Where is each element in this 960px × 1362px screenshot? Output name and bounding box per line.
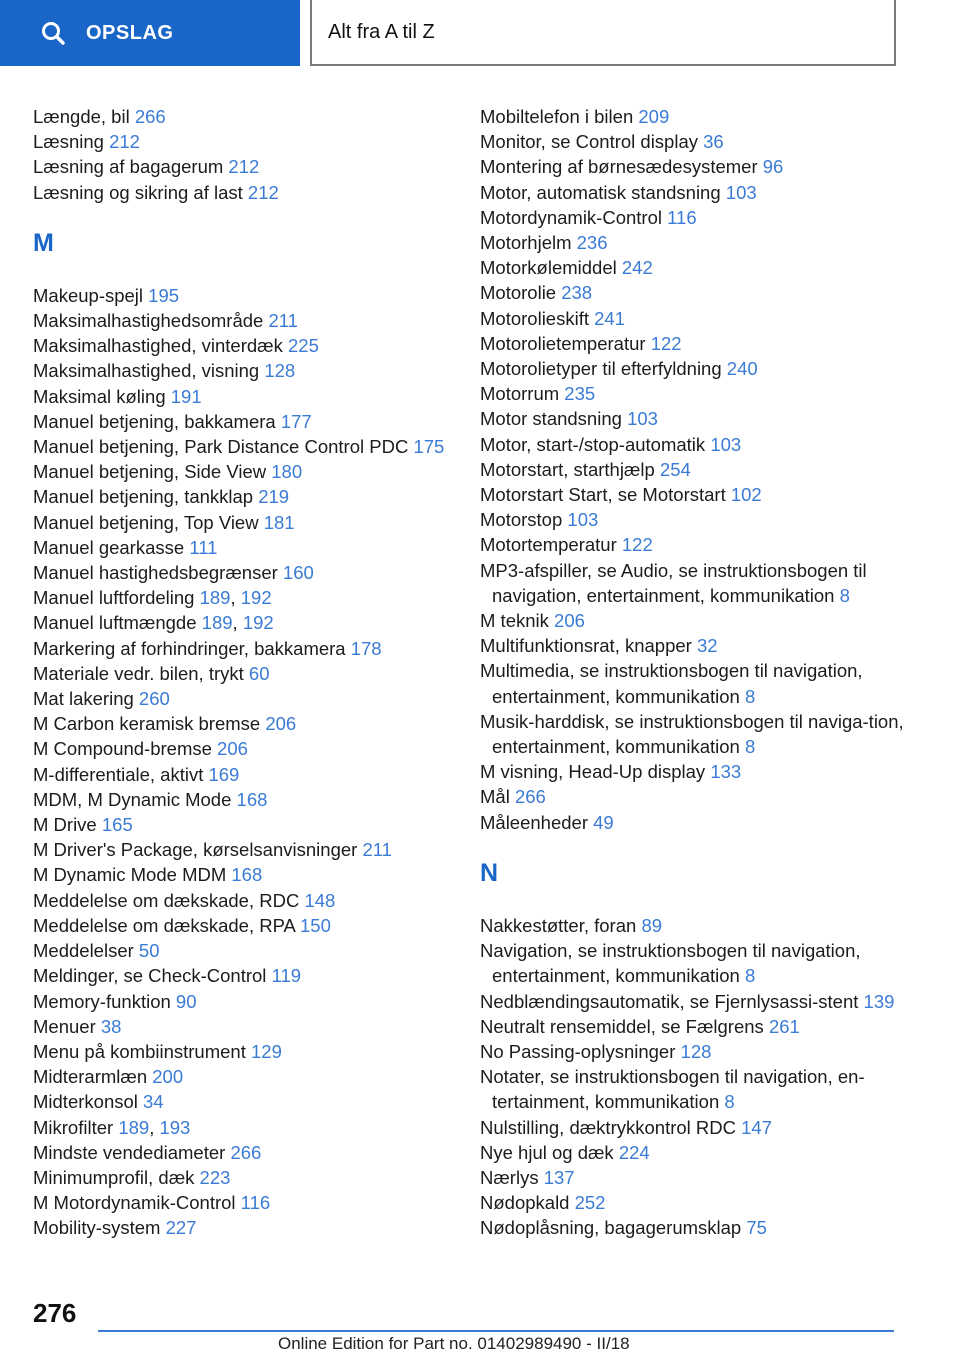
index-entry xyxy=(480,1215,920,1240)
page-reference-link[interactable]: 168 xyxy=(231,864,263,886)
page-reference-link[interactable]: 122 xyxy=(621,534,653,556)
index-entry xyxy=(480,658,920,708)
index-entry xyxy=(480,306,920,331)
index-entry xyxy=(33,610,473,635)
index-entry xyxy=(480,759,920,784)
index-entry-term: M Dynamic Mode MDM xyxy=(33,864,232,886)
index-entry-term: Neutralt rensemiddel, se Fælgrens xyxy=(480,1015,769,1037)
index-entry xyxy=(480,356,920,381)
page-reference-link[interactable]: 129 xyxy=(251,1040,282,1062)
page-reference-link[interactable]: 133 xyxy=(710,761,742,783)
page-reference-link[interactable]: 189 xyxy=(118,1116,150,1138)
page-reference-link[interactable]: 8 xyxy=(744,736,756,758)
index-entry-term: Motorstop xyxy=(480,509,568,531)
page-reference-link[interactable]: 219 xyxy=(258,486,290,508)
page-reference-link[interactable]: 169 xyxy=(208,763,240,785)
page-reference-link[interactable]: 148 xyxy=(304,889,336,911)
index-letter-heading: M xyxy=(33,228,54,257)
index-entry-term: Manuel betjening, Side View xyxy=(33,461,272,483)
index-entry xyxy=(33,787,473,812)
index-entry xyxy=(33,1089,473,1114)
index-entry-term: Memory-funktion xyxy=(33,990,176,1012)
index-entry xyxy=(33,963,473,988)
index-entry-term: Motorstart Start, se Motorstart xyxy=(480,484,731,506)
index-entry xyxy=(33,1140,473,1165)
index-entry xyxy=(33,384,473,409)
index-entry xyxy=(33,938,473,963)
index-entry xyxy=(33,989,473,1014)
page-reference-link[interactable]: 200 xyxy=(152,1066,184,1088)
index-entry xyxy=(480,230,920,255)
page-reference-link[interactable]: 75 xyxy=(746,1217,767,1239)
index-entry xyxy=(480,280,920,305)
index-entry xyxy=(33,535,473,560)
index-entry-term: MDM, M Dynamic Mode xyxy=(33,788,237,810)
index-entry-term: M Compound-bremse xyxy=(33,738,218,760)
page-reference-link[interactable]: 206 xyxy=(217,738,248,760)
page-reference-link[interactable]: 261 xyxy=(768,1015,800,1037)
index-entry-term: Manuel gearkasse xyxy=(33,536,190,558)
index-entry xyxy=(33,837,473,862)
page-reference-link[interactable]: 8 xyxy=(744,965,756,987)
footer-divider xyxy=(98,1330,894,1332)
index-entry xyxy=(480,482,920,507)
index-entry xyxy=(33,510,473,535)
index-entry xyxy=(33,1215,473,1240)
index-entry-term: Midterkonsol xyxy=(33,1091,144,1113)
index-entry-term: Minimumprofil, dæk xyxy=(33,1166,200,1188)
index-entry-term: M Driver's Package, kørselsanvisninger xyxy=(33,839,363,861)
page-reference-link[interactable]: 36 xyxy=(703,131,724,153)
page-reference-link[interactable]: 32 xyxy=(696,635,718,657)
index-entry-term: Nødopkald xyxy=(480,1192,575,1214)
index-entry xyxy=(480,104,920,129)
index-entry-term: Notater, se instruktionsbogen til navigation, en‐tertainment, kommunikation xyxy=(480,1066,865,1113)
page-reference-link[interactable]: 128 xyxy=(680,1040,712,1062)
index-entry-term: Nødoplåsning, bagagerumsklap xyxy=(480,1217,747,1239)
index-entry-term: Nulstilling, dæktrykkontrol RDC xyxy=(480,1116,742,1138)
index-entry-term: Montering af børnesædesystemer xyxy=(480,156,763,178)
index-entry-term: Motor, start-/stop-automatik xyxy=(480,433,711,455)
index-entry xyxy=(480,558,920,608)
index-entry xyxy=(480,989,920,1014)
page-reference-link[interactable]: 38 xyxy=(100,1015,122,1037)
index-entry-term: M teknik xyxy=(480,610,555,632)
edition-note: Online Edition for Part no. 01402989490 - II/18 xyxy=(278,1334,630,1353)
page-reference-link[interactable]: 206 xyxy=(265,713,297,735)
page-reference-link[interactable]: 103 xyxy=(725,181,757,203)
search-icon xyxy=(40,20,66,46)
page-reference-link[interactable]: 254 xyxy=(659,458,691,480)
index-entry xyxy=(480,507,920,532)
page-reference-link[interactable]: 116 xyxy=(240,1192,271,1214)
index-entry xyxy=(480,532,920,557)
index-entry-term: Mikrofilter xyxy=(33,1116,119,1138)
index-entry-term: Måleenheder xyxy=(480,811,594,833)
page-reference-link[interactable]: 206 xyxy=(554,610,585,632)
index-entry xyxy=(33,686,473,711)
section-tab[interactable] xyxy=(310,0,896,66)
index-entry-term: Menu på kombiinstrument xyxy=(33,1040,251,1062)
index-entry-term: Motorhjelm xyxy=(480,232,577,254)
page-reference-link[interactable]: 8 xyxy=(724,1091,735,1113)
page-reference-link[interactable]: 191 xyxy=(170,385,202,407)
index-entry-term: Motorolie xyxy=(480,282,562,304)
page-reference-link[interactable]: 212 xyxy=(228,156,260,178)
index-entry-term: Maksimal køling xyxy=(33,385,171,407)
index-column-left xyxy=(33,104,473,1241)
index-entry xyxy=(33,812,473,837)
index-entry-term: Maksimalhastighedsområde xyxy=(33,310,269,332)
index-entry xyxy=(33,1165,473,1190)
page-reference-link[interactable]: 227 xyxy=(165,1217,197,1239)
index-entry xyxy=(480,331,920,356)
index-entry xyxy=(480,154,920,179)
page-reference-link[interactable]: 150 xyxy=(300,914,331,936)
page-reference-link[interactable]: 209 xyxy=(638,106,670,127)
page-reference-link[interactable]: 175 xyxy=(413,436,445,458)
index-entry-term: Manuel luftfordeling xyxy=(33,587,200,609)
index-entry-term: Motor, automatisk standsning xyxy=(480,181,726,203)
page-reference-link[interactable]: 160 xyxy=(282,562,314,584)
index-entry xyxy=(33,888,473,913)
index-entry xyxy=(33,180,473,205)
index-entry-term: Motorstart, starthjælp xyxy=(480,458,660,480)
page-reference-link[interactable]: 178 xyxy=(350,637,382,659)
index-entry xyxy=(33,484,473,509)
index-entry-term: Motortemperatur xyxy=(480,534,622,556)
index-entry xyxy=(480,608,920,633)
page-reference-link[interactable]: 238 xyxy=(561,282,593,304)
page-reference-link[interactable]: 8 xyxy=(839,584,850,606)
index-entry-term: Motordynamik-Control xyxy=(480,206,668,228)
index-entry-term: Manuel betjening, Top View xyxy=(33,511,264,533)
index-entry xyxy=(480,913,920,938)
index-entry-term: Nye hjul og dæk xyxy=(480,1141,619,1163)
page-reference-link[interactable]: 50 xyxy=(138,940,160,962)
top-navigation-bar xyxy=(0,0,960,66)
index-entry-term: Motorkølemiddel xyxy=(480,257,622,279)
page-reference-link[interactable]: 211 xyxy=(362,839,392,861)
index-entry-term: Manuel betjening, bakkamera xyxy=(33,410,281,432)
index-entry xyxy=(480,205,920,230)
index-entry xyxy=(33,862,473,887)
index-entry-term: Mobility-system xyxy=(33,1217,166,1239)
index-entry-term: Mat lakering xyxy=(33,688,139,710)
page-reference-link[interactable]: 252 xyxy=(574,1192,606,1214)
page-ref-separator: , xyxy=(230,587,241,609)
page-reference-link[interactable]: 177 xyxy=(280,410,312,432)
page-reference-link[interactable]: 224 xyxy=(618,1141,650,1163)
index-entry-term: Musik-harddisk, se instruktionsbogen til naviga‐tion, entertainment, kommunikation xyxy=(480,710,904,758)
index-entry xyxy=(33,1039,473,1064)
index-entry xyxy=(33,459,473,484)
page-reference-link[interactable]: 103 xyxy=(627,408,658,430)
page-reference-link[interactable]: 49 xyxy=(593,811,614,833)
index-entry-term: MP3-afspiller, se Audio, se instruktionsbogen til navigation, entertainment, kommunikation xyxy=(480,559,867,606)
page-reference-link[interactable]: 212 xyxy=(247,181,279,203)
page-number: 276 xyxy=(33,1298,77,1328)
index-entry-term: Materiale vedr. bilen, trykt xyxy=(33,662,249,684)
index-entry xyxy=(33,585,473,610)
page-reference-link[interactable]: 223 xyxy=(199,1166,231,1188)
index-entry xyxy=(480,1140,920,1165)
page-reference-link[interactable]: 189 xyxy=(201,612,233,634)
index-entry xyxy=(480,180,920,205)
page-reference-link[interactable]: 34 xyxy=(143,1091,164,1113)
page-reference-link[interactable]: 102 xyxy=(730,484,762,506)
index-entry-term: Manuel hastighedsbegrænser xyxy=(33,562,283,584)
index-entry-term: Læsning og sikring af last xyxy=(33,181,248,203)
page-reference-link[interactable]: 168 xyxy=(236,788,268,810)
page-reference-link[interactable]: 137 xyxy=(543,1166,575,1188)
index-entry-term: Motor standsning xyxy=(480,408,628,430)
index-entry xyxy=(33,358,473,383)
index-entry xyxy=(33,283,473,308)
page-reference-link[interactable]: 193 xyxy=(159,1116,191,1138)
page-reference-link[interactable]: 119 xyxy=(271,965,302,987)
index-column-right xyxy=(480,104,920,1241)
page-reference-link[interactable]: 211 xyxy=(268,310,298,332)
index-entry xyxy=(480,1064,920,1114)
index-entry-term: M Drive xyxy=(33,814,102,836)
index-entry xyxy=(33,661,473,686)
index-entry-term: M Motordynamik-Control xyxy=(33,1192,241,1214)
index-entry-term: Motorrum xyxy=(480,383,565,405)
index-entry xyxy=(33,434,473,459)
index-entry-term: Midterarmlæn xyxy=(33,1066,153,1088)
index-entry-term: M-differentiale, aktivt xyxy=(33,763,209,785)
page-reference-link[interactable]: 165 xyxy=(101,814,133,836)
page-reference-link[interactable]: 192 xyxy=(240,587,272,609)
page-reference-link[interactable]: 90 xyxy=(175,990,197,1012)
index-entry-term: Nærlys xyxy=(480,1166,544,1188)
index-entry-term: Manuel luftmængde xyxy=(33,612,202,634)
index-entry-term: Maksimalhastighed, visning xyxy=(33,360,265,382)
index-entry xyxy=(33,333,473,358)
index-entry-term: Makeup-spejl xyxy=(33,284,149,306)
index-entry xyxy=(33,1190,473,1215)
page-reference-link[interactable]: 122 xyxy=(650,332,682,354)
index-entry xyxy=(480,129,920,154)
page-reference-link[interactable]: 8 xyxy=(744,685,756,707)
index-entry-term: Meldinger, se Check-Control xyxy=(33,965,272,987)
page-reference-link[interactable]: 212 xyxy=(109,131,140,153)
page-reference-link[interactable]: 139 xyxy=(863,990,895,1012)
index-entry-term: Monitor, se Control display xyxy=(480,131,704,153)
index-entry xyxy=(33,308,473,333)
index-entry xyxy=(33,560,473,585)
index-entry-term: Mobiltelefon i bilen xyxy=(480,106,639,127)
index-entry-term: Motorolietyper til efterfyldning xyxy=(480,358,727,380)
index-entry-term: Læsning xyxy=(33,131,110,153)
section-tab-label: Alt fra A til Z xyxy=(328,20,435,43)
index-entry-term: Motorolietemperatur xyxy=(480,332,651,354)
page-reference-link[interactable]: 103 xyxy=(710,433,742,455)
page-reference-link[interactable]: 189 xyxy=(199,587,231,609)
page-reference-link[interactable]: 236 xyxy=(576,232,608,254)
index-entry xyxy=(33,913,473,938)
page-reference-link[interactable]: 180 xyxy=(271,461,303,483)
page-reference-link[interactable]: 266 xyxy=(134,106,166,127)
index-entry-term: Markering af forhindringer, bakkamera xyxy=(33,637,351,659)
index-entry-term: M Carbon keramisk bremse xyxy=(33,713,266,735)
page-reference-link[interactable]: 60 xyxy=(248,662,270,684)
page-reference-link[interactable]: 266 xyxy=(230,1141,262,1163)
page-ref-separator: , xyxy=(232,612,243,634)
index-entry xyxy=(480,938,920,988)
index-entry-term: Mål xyxy=(480,786,515,808)
page-reference-link[interactable]: 195 xyxy=(148,284,180,306)
index-entry xyxy=(33,1014,473,1039)
page-reference-link[interactable]: 266 xyxy=(514,786,546,808)
page-reference-link[interactable]: 192 xyxy=(242,612,274,634)
page-reference-link[interactable]: 103 xyxy=(567,509,599,531)
page-reference-link[interactable]: 89 xyxy=(641,914,663,936)
page-reference-link[interactable]: 225 xyxy=(288,335,319,357)
index-entry-term: Nakkestøtter, foran xyxy=(480,914,642,936)
search-tab[interactable] xyxy=(0,0,300,66)
page-reference-link[interactable]: 116 xyxy=(667,206,697,228)
index-entry xyxy=(480,709,920,759)
page-reference-link[interactable]: 147 xyxy=(741,1116,772,1138)
index-entry-term: Menuer xyxy=(33,1015,101,1037)
index-entry xyxy=(33,711,473,736)
index-entry xyxy=(480,1190,920,1215)
index-entry-term: Nedblændingsautomatik, se Fjernlysassi‐stent xyxy=(480,990,864,1012)
index-entry xyxy=(480,810,920,835)
page-reference-link[interactable]: 240 xyxy=(726,358,758,380)
page-reference-link[interactable]: 241 xyxy=(594,307,625,329)
page-reference-link[interactable]: 260 xyxy=(138,688,170,710)
index-entry-term: Meddelelser xyxy=(33,940,139,962)
index-entry-term: Meddelelse om dækskade, RDC xyxy=(33,889,305,911)
search-tab-label: OPSLAG xyxy=(86,21,174,44)
index-entry xyxy=(33,129,473,154)
index-entry xyxy=(480,255,920,280)
index-entry-term: Multifunktionsrat, knapper xyxy=(480,635,697,657)
index-entry xyxy=(33,762,473,787)
index-entry xyxy=(33,636,473,661)
index-entry xyxy=(480,406,920,431)
index-letter-heading: N xyxy=(480,858,499,887)
index-entry-term: Motorolieskift xyxy=(480,307,595,329)
index-entry-term: Maksimalhastighed, vinterdæk xyxy=(33,335,288,357)
index-entry xyxy=(33,1115,473,1140)
index-entry xyxy=(480,1039,920,1064)
index-entry xyxy=(480,1115,920,1140)
index-entry xyxy=(480,432,920,457)
index-entry xyxy=(33,104,473,129)
index-entry xyxy=(33,409,473,434)
page-reference-link[interactable]: 128 xyxy=(264,360,296,382)
page-reference-link[interactable]: 235 xyxy=(564,383,596,405)
page-reference-link[interactable]: 181 xyxy=(263,511,295,533)
index-entry-term: Mindste vendediameter xyxy=(33,1141,231,1163)
index-entry xyxy=(33,154,473,179)
index-entry-term: Manuel betjening, tankklap xyxy=(33,486,259,508)
index-entry-term: Meddelelse om dækskade, RPA xyxy=(33,914,301,936)
index-entry-term: Manuel betjening, Park Distance Control PDC xyxy=(33,436,414,458)
index-entry xyxy=(33,736,473,761)
index-entry xyxy=(480,457,920,482)
index-entry-term: Multimedia, se instruktionsbogen til navigation, entertainment, kommunikation xyxy=(480,660,863,707)
index-entry xyxy=(480,784,920,809)
index-entry xyxy=(480,1165,920,1190)
index-entry xyxy=(33,1064,473,1089)
index-entry-term: Længde, bil xyxy=(33,106,135,127)
index-entry-term: Læsning af bagagerum xyxy=(33,156,229,178)
index-entry xyxy=(480,1014,920,1039)
page-reference-link[interactable]: 96 xyxy=(762,156,784,178)
index-entry-term: Navigation, se instruktionsbogen til navigation, entertainment, kommunikation xyxy=(480,940,861,987)
index-entry-term: M visning, Head-Up display xyxy=(480,761,711,783)
index-entry xyxy=(480,381,920,406)
page-reference-link[interactable]: 111 xyxy=(189,536,218,558)
index-entry-term: No Passing-oplysninger xyxy=(480,1040,681,1062)
page-ref-separator: , xyxy=(149,1116,160,1138)
index-entry xyxy=(480,633,920,658)
page-reference-link[interactable]: 242 xyxy=(621,257,653,279)
